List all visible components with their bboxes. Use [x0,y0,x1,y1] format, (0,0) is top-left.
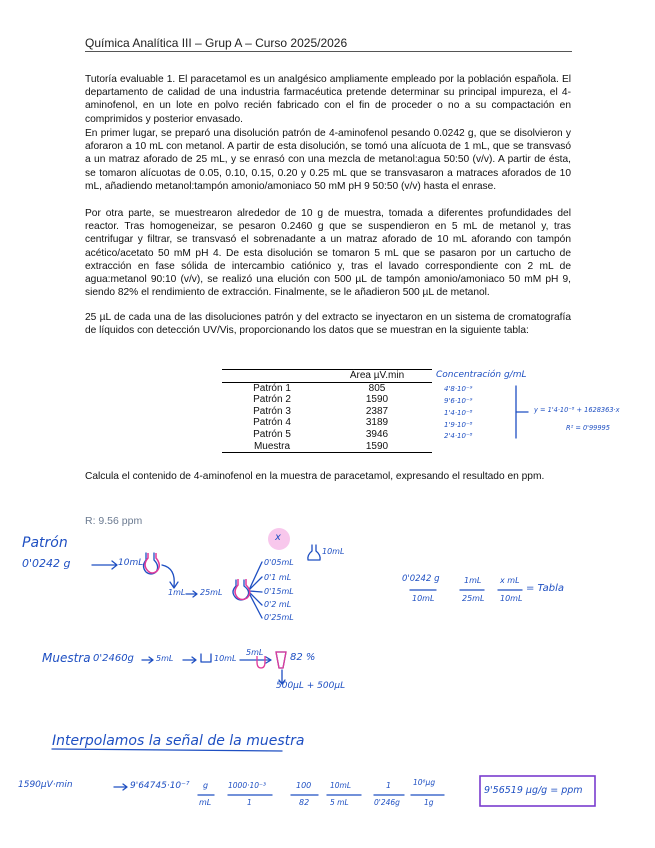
aliquot-volume: 0'25mL [264,613,294,622]
aliquot-volume: 0'1 mL [264,573,292,582]
problem-paragraph-standard: En primer lugar, se preparó una disolución patrón de 4-aminofenol pesando 0.0242 g, que se disolvieron y aforaron a 10 mL con metanol. A partir de esta disolución, se tomó una alícuota de 1 mL, que se transvasó a un matraz aforado de 25 mL, y se enrasó con una mezcla de metanol:agua 50:50 (v/v). A partir de ésta, se tomaron alícuotas de 0.05, 0.10, 0.15, 0.20 y 0.25 mL que se transvasaron a matraces aforados de 10 mL, añadiendo metanol:tampón amonio/amoniaco 50 mM pH 9 50:50 (v/v) hasta el enrase. [85,128,571,192]
problem-intro-text: El paracetamol es un analgésico ampliamente empleado por la población española. El departamento de calidad de una industria farmacéutica pretende determinar su principal impureza, el 4-aminofenol, en un lote en polvo recién fabricado con el fin de proceder o no a su compactación en comprimidos y posterior envasado. [85,74,572,125]
calc-f5-den: 0'246g [374,798,400,807]
row-value: 3946 [365,428,389,440]
page-header: Química Analítica III – Grup A – Curso 2025/2026 [85,36,348,50]
problem-lead: Tutoría evaluable 1. [85,74,176,85]
arrow-icon [114,784,127,790]
problem-paragraph-chromatography: 25 µL de cada una de las disoluciones patrón y del extracto se inyectaron en un sistema de cromatografía de líquidos con detección UV/Vis, proporcionando los datos que se muestran en la siguiente tabla: [85,312,571,337]
conc-value: 1'4·10⁻⁸ [444,409,473,417]
row-value: 3189 [365,417,389,429]
conc-header: Concentración g/mL [436,370,527,380]
final-result: 9'56519 µg/g = ppm [484,785,583,796]
regression-r2: R² = 0'99995 [566,424,610,432]
row-value: 2387 [365,405,389,417]
calc-f5-num: 1 [386,781,392,790]
muestra-10ml: 10mL [214,654,237,663]
calc-f4-den: 5 mL [330,798,349,807]
patron-title: Patrón [22,535,68,551]
calc-f2-den: 1 [247,798,252,807]
answer-text: R: 9.56 ppm [85,515,143,527]
row-label: Muestra [253,440,291,452]
frac-a-num: 0'0242 g [402,574,440,584]
muestra-mass: 0'2460g [93,653,134,664]
to-25ml: 25mL [200,588,223,597]
volumetric-flask-icon [308,545,320,560]
arrow-icon [183,657,196,663]
row-value: 1590 [365,394,389,406]
frac-a-den: 10mL [412,594,435,603]
frac-c-den: 10mL [500,594,523,603]
calc-conc: 9'64745·10⁻⁷ [130,781,190,791]
calc-f4-num: 10mL [330,781,352,790]
title-underline [52,749,282,751]
row-label: Patrón 3 [253,405,291,417]
pink-tube-icon [257,656,265,668]
row-label: Patrón 2 [253,394,291,406]
row-value: 805 [368,382,386,394]
question-text: Calcula el contenido de 4-aminofenol en la muestra de paracetamol, expresando el resultado en ppm. [85,471,545,482]
arrow-icon [142,657,153,663]
pink-cartridge-icon [276,652,286,668]
row-value: 1590 [365,440,389,452]
arrow-icon [240,657,271,663]
patron-to-10ml: 10mL [118,558,144,568]
calc-f6-num: 10⁶µg [413,778,436,787]
calc-f1-num: g [203,781,209,790]
frac-b-num: 1mL [464,576,482,585]
regression-equation: y = 1'4·10⁻⁸ + 1628363·x [534,406,620,414]
equals-table: = Tabla [526,583,564,594]
aliquot-volume: 0'05mL [264,558,294,567]
aliquot-1ml: 1mL [168,588,186,597]
conc-value: 9'6·10⁻⁹ [444,397,473,405]
muestra-5ml: 5mL [156,654,174,663]
calc-f3-num: 100 [296,781,312,790]
row-label: Patrón 5 [253,428,291,440]
calc-f2-num: 1000·10⁻³ [228,781,266,790]
aliquot-volume: 0'2 mL [264,600,292,609]
table-header-area: Área µV.min [349,370,405,381]
final-10ml: 10mL [322,547,345,556]
yield-value: 82 % [290,652,316,663]
x-mark: x [275,532,281,543]
conc-value: 4'8·10⁻⁹ [444,385,473,393]
frac-b-den: 25mL [462,594,485,603]
arrow-icon [186,591,197,597]
conc-value: 2'4·10⁻⁸ [444,432,473,440]
row-label: Patrón 4 [253,417,291,429]
fan-arrows [249,562,262,618]
elution-volumes: 500µL + 500µL [276,681,346,691]
frac-c-num: x mL [500,576,520,585]
calc-f1-den: mL [199,798,212,807]
problem-paragraph-sample: Por otra parte, se muestrearon alrededor de 10 g de muestra, tomada a diferentes profundidades del reactor. Tras homogeneizar, se pesaron 0.2460 g que se suspendieron en 5 mL de metanol y, tras centrifugar y filtrar, se transvasó el sobrenadante a un matraz aforado de 10 mL aforando con tampón acético/acetato 50 mM pH 4. De esta disolución se tomaron 5 mL que se pasaron por un cartucho de extracción en fase sólida de intercambio catiónico y, tras el lavado correspondiente con 2 mL de agua:metanol 90:10 (v/v), se realizó una elución con 500 µL de tampón amonio/amoniaco 50 mM pH 9, siendo 82% el rendimiento de extracción. Finalmente, se le añadieron 500 µL de metanol. [85,208,571,299]
calc-f6-den: 1g [424,798,434,807]
row-label: Patrón 1 [253,382,291,394]
patron-mass: 0'0242 g [22,557,71,570]
volumetric-flask-icon [201,654,211,662]
calc-f3-den: 82 [299,798,310,807]
interp-title: Interpolamos la señal de la muestra [52,733,305,749]
muestra-title: Muestra [42,651,91,665]
muestra-take: 5mL [246,648,264,657]
arrow-icon [92,561,117,569]
curved-arrow-icon [162,565,178,588]
calc-start: 1590µV·min [18,780,73,790]
conc-value: 1'9·10⁻⁸ [444,421,473,429]
pink-flask-icon [145,553,159,573]
aliquot-volume: 0'15mL [264,587,294,596]
